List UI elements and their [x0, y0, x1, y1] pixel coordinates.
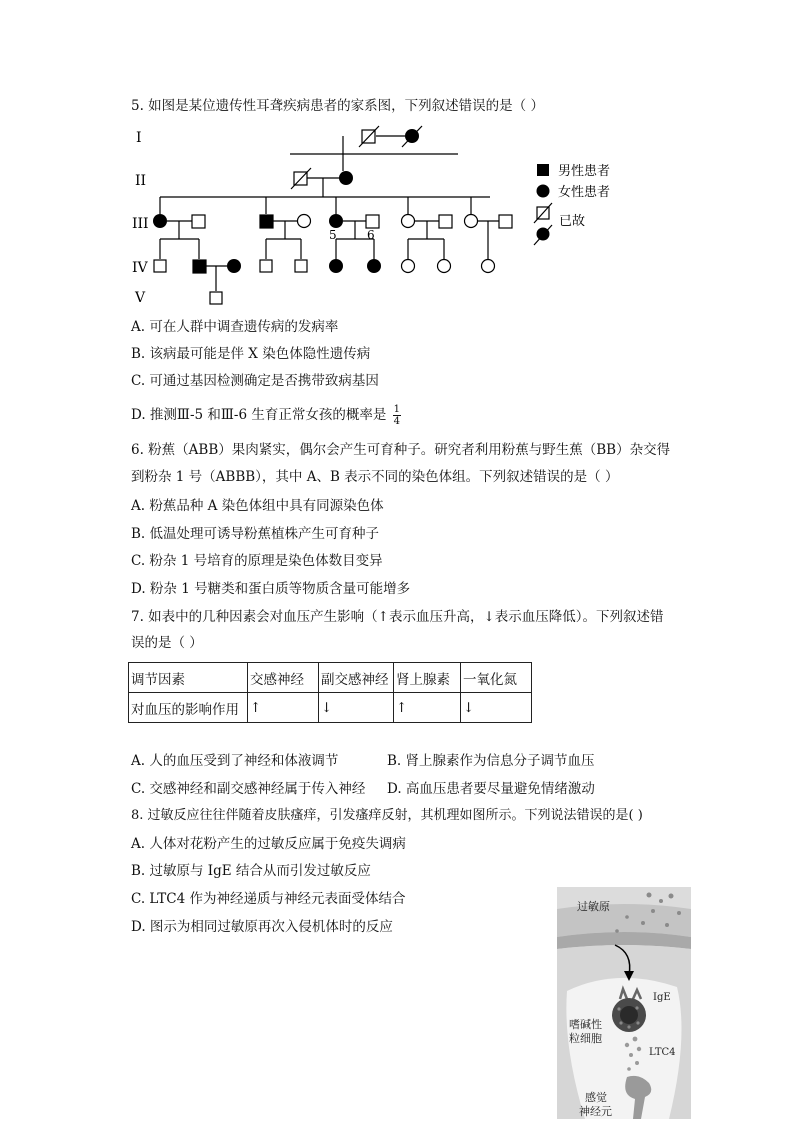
IV-8-female	[402, 260, 415, 273]
legend-male-affected: 男性患者	[558, 164, 611, 179]
q5-option-d	[131, 398, 401, 432]
IV-10-female	[482, 260, 495, 273]
III-6-male	[366, 215, 379, 228]
q7-option-a: A. 人的血压受到了神经和体液调节	[131, 753, 339, 769]
III-3-male-affected	[260, 215, 273, 228]
label-neuron-line2: 神经元	[579, 1105, 612, 1118]
III-2-male	[192, 215, 205, 228]
q6-option-b: B. 低温处理可诱导粉蕉植株产生可育种子	[131, 526, 380, 542]
q7-option-d: D. 高血压患者要尽量避免情绪激动	[387, 781, 595, 797]
label-III-6: 6	[367, 228, 375, 242]
q6-option-a: A. 粉蕉品种 A 染色体组中具有同源染色体	[131, 498, 384, 514]
table-cell: 肾上腺素	[394, 663, 461, 693]
q6-option-d: D. 粉杂 1 号糖类和蛋白质等物质含量可能增多	[131, 581, 411, 597]
gen-label-IV: IV	[132, 260, 148, 276]
III-9-female	[465, 215, 478, 228]
IV-3-female-affected	[227, 259, 241, 273]
label-basophil-line2: 粒细胞	[569, 1032, 602, 1045]
q5-option-d-fraction: $\frac{1}{4}$	[393, 404, 401, 427]
label-ltc4: LTC4	[649, 1047, 676, 1058]
q8-option-c: C. LTC4 作为神经递质与神经元表面受体结合	[131, 891, 406, 907]
q5-option-d-text: D. 推测Ⅲ-5 和Ⅲ-6 生育正常女孩的概率是	[131, 407, 387, 423]
table-cell: 调节因素	[129, 663, 248, 693]
label-neuron-line1: 感觉	[585, 1091, 607, 1104]
gen-label-V: V	[135, 290, 146, 306]
q7-option-c: C. 交感神经和副交感神经属于传入神经	[131, 781, 366, 797]
V-1-male	[210, 292, 222, 304]
legend-male-affected-icon	[537, 164, 549, 176]
q8-stem: 8. 过敏反应往往伴随着皮肤瘙痒，引发瘙痒反射，其机理如图所示。下列说法错误的是( )	[131, 808, 643, 823]
table-row	[129, 663, 532, 693]
table-row	[129, 693, 532, 723]
q6-option-c: C. 粉杂 1 号培育的原理是染色体数目变异	[131, 553, 383, 569]
q7-option-b: B. 肾上腺素作为信息分子调节血压	[387, 753, 595, 769]
label-basophil-line1: 嗜碱性	[569, 1018, 602, 1031]
III-8-male	[439, 215, 452, 228]
q5-option-b: B. 该病最可能是伴 X 染色体隐性遗传病	[131, 346, 371, 362]
gen-label-I: I	[136, 130, 142, 146]
q8-option-d: D. 图示为相同过敏原再次入侵机体时的反应	[131, 919, 393, 935]
q7-stem-line2: 误的是（ ）	[131, 635, 203, 651]
III-5-female-affected	[329, 214, 343, 228]
q5-option-c: C. 可通过基因检测确定是否携带致病基因	[131, 373, 379, 389]
IV-7-female-affected	[367, 259, 381, 273]
IV-1-male	[154, 260, 166, 272]
gen-label-III: III	[132, 216, 149, 232]
q7-stem-line1: 7. 如表中的几种因素会对血压产生影响（↑表示血压升高，↓表示血压降低）。下列叙述错	[131, 609, 664, 625]
legend-female-affected: 女性患者	[558, 185, 611, 200]
III-1-female-affected	[153, 214, 167, 228]
table-cell: ↑	[248, 693, 319, 723]
table-cell: ↑	[394, 693, 461, 723]
pedigree-diagram	[0, 115, 794, 435]
blood-pressure-table	[128, 662, 532, 723]
q8-option-a: A. 人体对花粉产生的过敏反应属于免疫失调病	[131, 836, 406, 852]
table-cell: 交感神经	[248, 663, 319, 693]
IV-4-male	[260, 260, 272, 272]
III-10-male	[499, 215, 512, 228]
label-allergen: 过敏原	[577, 900, 610, 913]
legend-female-affected-icon	[537, 185, 550, 198]
table-cell: 副交感神经	[319, 663, 394, 693]
q8-option-b: B. 过敏原与 IgE 结合从而引发过敏反应	[131, 863, 371, 879]
IV-6-female-affected	[329, 259, 343, 273]
table-cell: 对血压的影响作用	[129, 693, 248, 723]
IV-2-male-affected	[193, 260, 206, 273]
II-2-female-affected	[339, 171, 353, 185]
label-ige: IgE	[653, 992, 671, 1003]
table-cell: ↓	[319, 693, 394, 723]
q5-stem: 5. 如图是某位遗传性耳聋疾病患者的家系图，下列叙述错误的是（ ）	[131, 98, 544, 114]
table-cell: ↓	[461, 693, 532, 723]
q6-stem-line2: 到粉杂 1 号（ABBB），其中 A、B 表示不同的染色体组。下列叙述错误的是（ ）	[131, 469, 619, 485]
legend-deceased: 已故	[559, 214, 586, 229]
table-cell: 一氧化氮	[461, 663, 532, 693]
gen-label-II: II	[135, 173, 147, 189]
III-7-female	[402, 215, 415, 228]
allergy-mechanism-figure	[557, 887, 691, 1119]
q5-option-a: A. 可在人群中调查遗传病的发病率	[131, 319, 339, 335]
IV-5-male	[295, 260, 307, 272]
label-III-5: 5	[329, 228, 337, 242]
III-4-female	[298, 215, 311, 228]
q6-stem-line1: 6. 粉蕉（ABB）果肉紧实，偶尔会产生可育种子。研究者利用粉蕉与野生蕉（BB）杂交得	[131, 442, 671, 458]
IV-9-female	[438, 260, 451, 273]
